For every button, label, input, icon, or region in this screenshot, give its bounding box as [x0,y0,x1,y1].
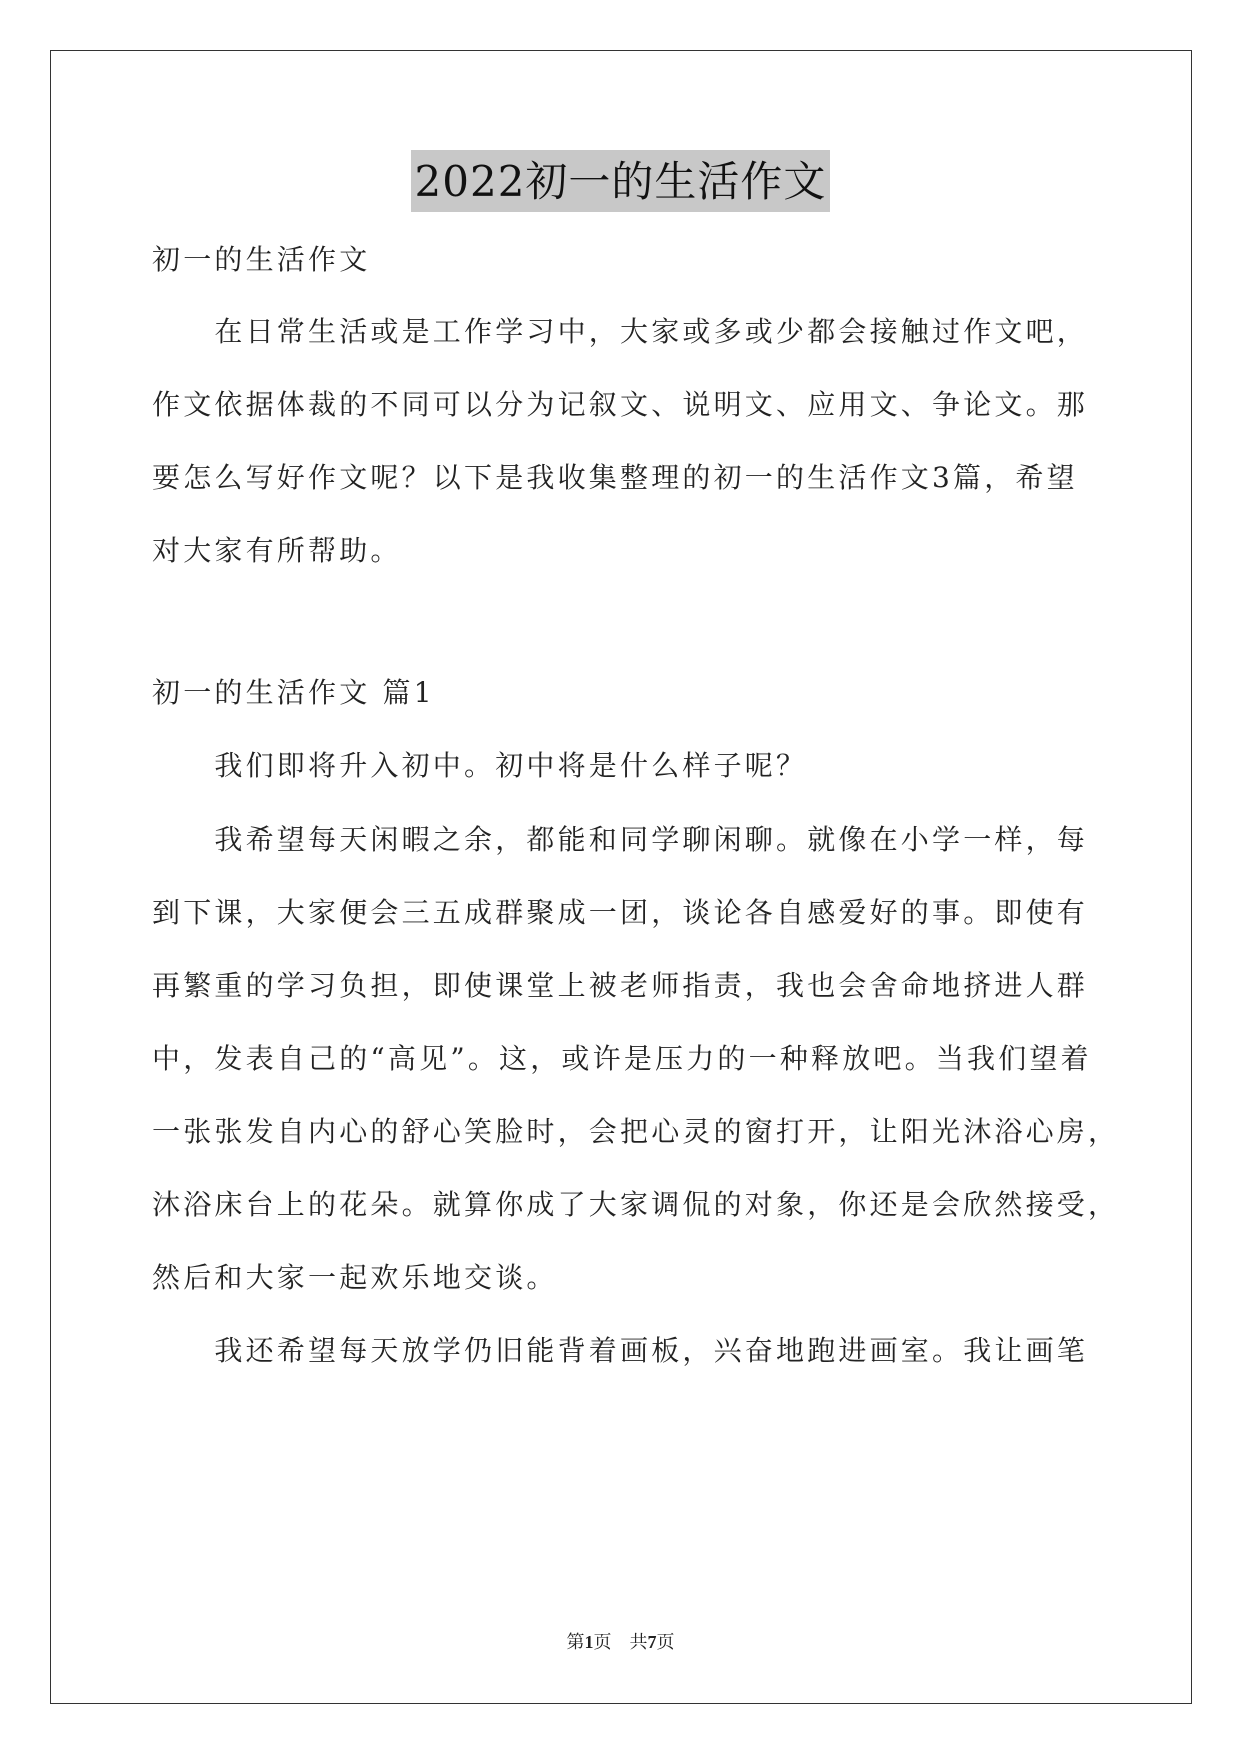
body-line: 我还希望每天放学仍旧能背着画板，兴奋地跑进画室。我让画笔 [152,1334,1089,1367]
page-suffix: 页 [593,1632,612,1652]
total-prefix: 共 [629,1632,648,1652]
body-line: 然后和大家一起欢乐地交谈。 [152,1261,558,1294]
title-container [0,150,1241,212]
page-number: 1 [584,1632,594,1652]
intro-line: 要怎么写好作文呢？以下是我收集整理的初一的生活作文3篇，希望 [152,461,1078,494]
document-subtitle: 初一的生活作文 [152,243,371,276]
page-prefix: 第 [566,1632,585,1652]
page-footer [0,1628,1241,1654]
body-line: 我们即将升入初中。初中将是什么样子呢？ [152,749,808,782]
intro-line: 对大家有所帮助。 [152,534,402,567]
body-line: 中，发表自己的“高见”。这，或许是压力的一种释放吧。当我们望着 [152,1042,1092,1075]
body-line: 到下课，大家便会三五成群聚成一团，谈论各自感爱好的事。即使有 [152,896,1089,929]
body-line: 再繁重的学习负担，即使课堂上被老师指责，我也会舍命地挤进人群 [152,969,1089,1002]
intro-line: 在日常生活或是工作学习中，大家或多或少都会接触过作文吧， [152,315,1089,348]
body-line: 一张张发自内心的舒心笑脸时，会把心灵的窗打开，让阳光沐浴心房， [152,1115,1120,1148]
total-pages: 7 [647,1632,657,1652]
page-border [50,50,1192,1704]
intro-line: 作文依据体裁的不同可以分为记叙文、说明文、应用文、争论文。那 [152,388,1089,421]
document-title: 2022初一的生活作文 [411,150,831,212]
section-heading: 初一的生活作文 篇1 [152,676,435,709]
body-line: 沐浴床台上的花朵。就算你成了大家调侃的对象，你还是会欣然接受， [152,1188,1120,1221]
body-line: 我希望每天闲暇之余，都能和同学聊闲聊。就像在小学一样，每 [152,823,1089,856]
total-suffix: 页 [656,1632,675,1652]
